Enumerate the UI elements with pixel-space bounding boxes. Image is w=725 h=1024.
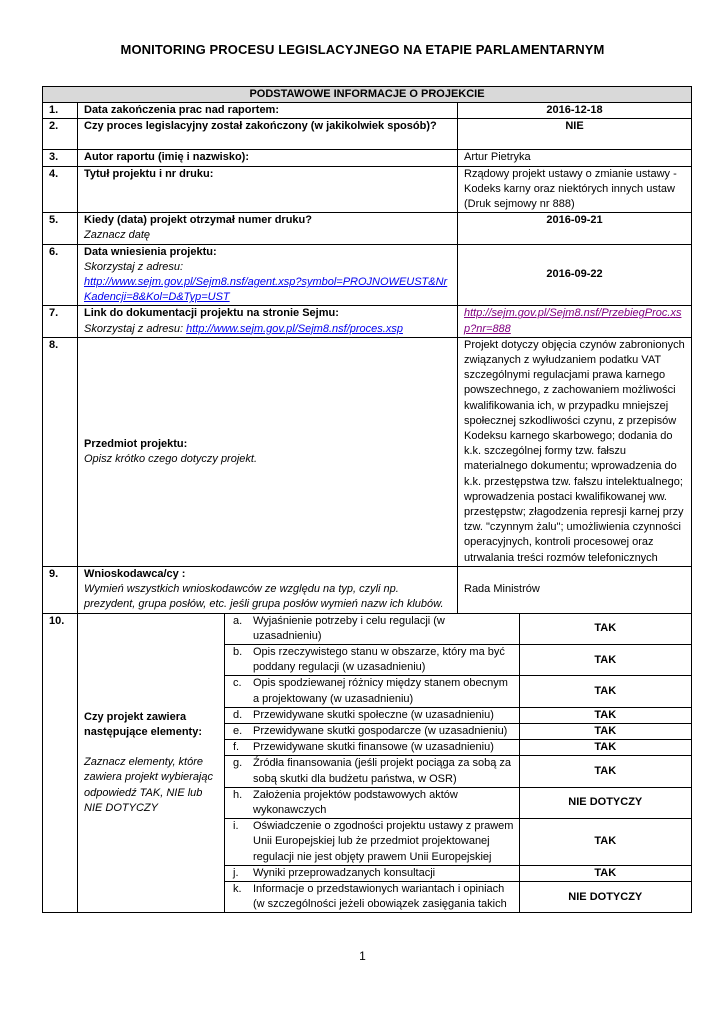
element-text: Przewidywane skutki finansowe (w uzasadnieniu) [253, 741, 494, 754]
section-header: PODSTAWOWE INFORMACJE O PROJEKCIE [43, 87, 692, 103]
element-letter: k. [233, 882, 242, 895]
row-number: 4. [43, 166, 78, 213]
element-row [225, 865, 691, 881]
element-text: Opis spodziewanej różnicy między stanem obecnym a projektowany (w uzasadnieniu) [253, 677, 508, 705]
table-row [43, 337, 692, 566]
row-label: Czy proces legislacyjny został zakończony (w jakikolwiek sposób)? [78, 119, 458, 150]
element-row [225, 614, 691, 645]
table-row [43, 306, 692, 337]
page-number: 1 [359, 949, 366, 963]
row-number: 3. [43, 150, 78, 166]
element-text: Przewidywane skutki gospodarcze (w uzasadnieniu) [253, 724, 508, 737]
elements-table [225, 614, 691, 913]
row-label: Przedmiot projektu: [84, 437, 188, 450]
table-row [43, 150, 692, 166]
row-label: Kiedy (data) projekt otrzymał numer druku? [84, 214, 312, 227]
row-number: 2. [43, 119, 78, 150]
element-answer: TAK [519, 707, 691, 723]
row-number: 8. [43, 337, 78, 566]
element-description [225, 723, 519, 739]
element-row [225, 881, 691, 912]
row-number: 6. [43, 244, 78, 306]
element-text: Informacje o przedstawionych wariantach i opiniach (w szczególności jeżeli obowiązek zasięgania takich [253, 882, 507, 911]
table-row [43, 613, 692, 913]
row-number: 1. [43, 103, 78, 119]
row-value: Projekt dotyczy objęcia czynów zabronionych związanych z wyłudzaniem podatku VAT szczególnymi regulacjami prawa karnego powszechnego, z zachowaniem możliwości kwalifikowania ich, w przypadku mniejszej społecznej szkodliwości czynu, z przepisów Kodeksu karnego skarbowego; dodania do k.k. szczególnej formy tzw. fałszu materialnego dokumentu; wprowadzenia do k.k. przestępstwa tzw. fałszu intelektualnego; wprowadzenia postaci kwalifikowanej ww. przestępstw; złagodzenia represji karnej przy tzw. "czynnym żalu"; umożliwienia czynności operacyjnych, kontroli procesowej oraz utrwalania treści rozmów telefonicznych [458, 337, 692, 566]
element-text: Źródła finansowania (jeśli projekt pociąga za sobą za sobą skutki dla budżetu państwa, w OSR) [253, 757, 512, 785]
element-row [225, 756, 691, 787]
row-label: Wnioskodawca/cy : [84, 567, 186, 580]
element-letter: h. [233, 788, 243, 801]
row-label: Data zakończenia prac nad raportem: [78, 103, 458, 119]
element-answer: TAK [519, 676, 691, 707]
row-hint: Wymień wszystkich wnioskodawców ze względu na typ, czyli np. prezydent, grupa posłów, etc. jeśli grupa posłów wymień nazw ich klubów. [84, 583, 444, 611]
project-info-table [42, 86, 692, 913]
row-hint: Opisz krótko czego dotyczy projekt. [84, 452, 258, 465]
element-description [225, 614, 519, 645]
element-answer: TAK [519, 865, 691, 881]
row-value: Artur Pietryka [458, 150, 692, 166]
table-row [43, 566, 692, 613]
element-text: Wyniki przeprowadzanych konsultacji [253, 866, 436, 879]
element-row [225, 707, 691, 723]
element-letter: d. [233, 708, 243, 721]
row-number: 5. [43, 213, 78, 244]
element-description [225, 881, 519, 912]
element-letter: i. [233, 820, 239, 833]
element-answer: TAK [519, 740, 691, 756]
element-letter: e. [233, 724, 243, 737]
table-row [43, 244, 692, 306]
element-row [225, 644, 691, 675]
proces-link[interactable]: http://www.sejm.gov.pl/Sejm8.nsf/proces.xsp [186, 322, 403, 335]
element-description [225, 819, 519, 866]
row-number: 10. [43, 613, 78, 913]
row-hint: Zaznacz elementy, które zawiera projekt wybierając odpowiedź TAK, NIE lub NIE DOTYCZY [84, 756, 213, 814]
element-description [225, 676, 519, 707]
agent-link[interactable]: http://www.sejm.gov.pl/Sejm8.nsf/agent.xsp?symbol=PROJNOWEUST&NrKadencji=8&Kol=D&Typ=UST [84, 276, 448, 304]
element-answer: TAK [519, 756, 691, 787]
row-hint: Skorzystaj z adresu: [84, 260, 184, 273]
element-row [225, 740, 691, 756]
row-label: Tytuł projektu i nr druku: [78, 166, 458, 213]
row-hint: Skorzystaj z adresu: [84, 322, 184, 335]
element-text: Przewidywane skutki społeczne (w uzasadnieniu) [253, 708, 494, 721]
element-answer: TAK [519, 723, 691, 739]
row-value: Rządowy projekt ustawy o zmianie ustawy - Kodeks karny oraz niektórych innych ustaw (Druk sejmowy nr 888) [458, 166, 692, 213]
row-number: 7. [43, 306, 78, 337]
element-row [225, 676, 691, 707]
table-row [43, 166, 692, 213]
row-value: NIE [458, 119, 692, 150]
element-description [225, 787, 519, 818]
element-answer: NIE DOTYCZY [519, 881, 691, 912]
row-label: Data wniesienia projektu: [84, 245, 217, 258]
table-row [43, 119, 692, 150]
element-answer: TAK [519, 614, 691, 645]
element-letter: b. [233, 645, 243, 658]
table-row [43, 103, 692, 119]
element-description [225, 644, 519, 675]
element-text: Wyjaśnienie potrzeby i celu regulacji (w uzasadnieniu) [253, 614, 445, 642]
row-value: 2016-12-18 [458, 103, 692, 119]
row-value: Rada Ministrów [458, 566, 692, 613]
element-answer: NIE DOTYCZY [519, 787, 691, 818]
element-row [225, 787, 691, 818]
element-letter: g. [233, 757, 243, 770]
element-description [225, 865, 519, 881]
element-text: Opis rzeczywistego stanu w obszarze, który ma być poddany regulacji (w uzasadnieniu) [253, 645, 505, 674]
element-row [225, 819, 691, 866]
element-description [225, 740, 519, 756]
przebieg-link[interactable]: http://sejm.gov.pl/Sejm8.nsf/PrzebiegProc.xsp?nr=888 [464, 307, 682, 335]
element-letter: f. [233, 741, 240, 754]
element-description [225, 707, 519, 723]
row-hint: Zaznacz datę [84, 229, 151, 242]
element-description [225, 756, 519, 787]
row-label: Link do dokumentacji projektu na stronie Sejmu: [84, 307, 339, 320]
element-letter: j. [233, 866, 239, 879]
row-label: Czy projekt zawiera następujące elementy: [84, 710, 202, 739]
table-row [43, 213, 692, 244]
element-letter: c. [233, 677, 242, 690]
element-row [225, 723, 691, 739]
row-value: 2016-09-22 [458, 244, 692, 306]
element-text: Założenia projektów podstawowych aktów wykonawczych [253, 788, 458, 816]
row-value: 2016-09-21 [458, 213, 692, 244]
element-answer: TAK [519, 819, 691, 866]
row-label: Autor raportu (imię i nazwisko): [78, 150, 458, 166]
element-letter: a. [233, 614, 243, 627]
section-header-row [43, 87, 692, 103]
element-answer: TAK [519, 644, 691, 675]
page-title: MONITORING PROCESU LEGISLACYJNEGO NA ETAPIE PARLAMENTARNYM [120, 42, 605, 57]
row-number: 9. [43, 566, 78, 613]
element-text: Oświadczenie o zgodności projektu ustawy z prawem Unii Europejskiej lub że przedmiot projektowanej regulacji nie jest objęty prawem Unii Europejskiej [253, 820, 514, 863]
